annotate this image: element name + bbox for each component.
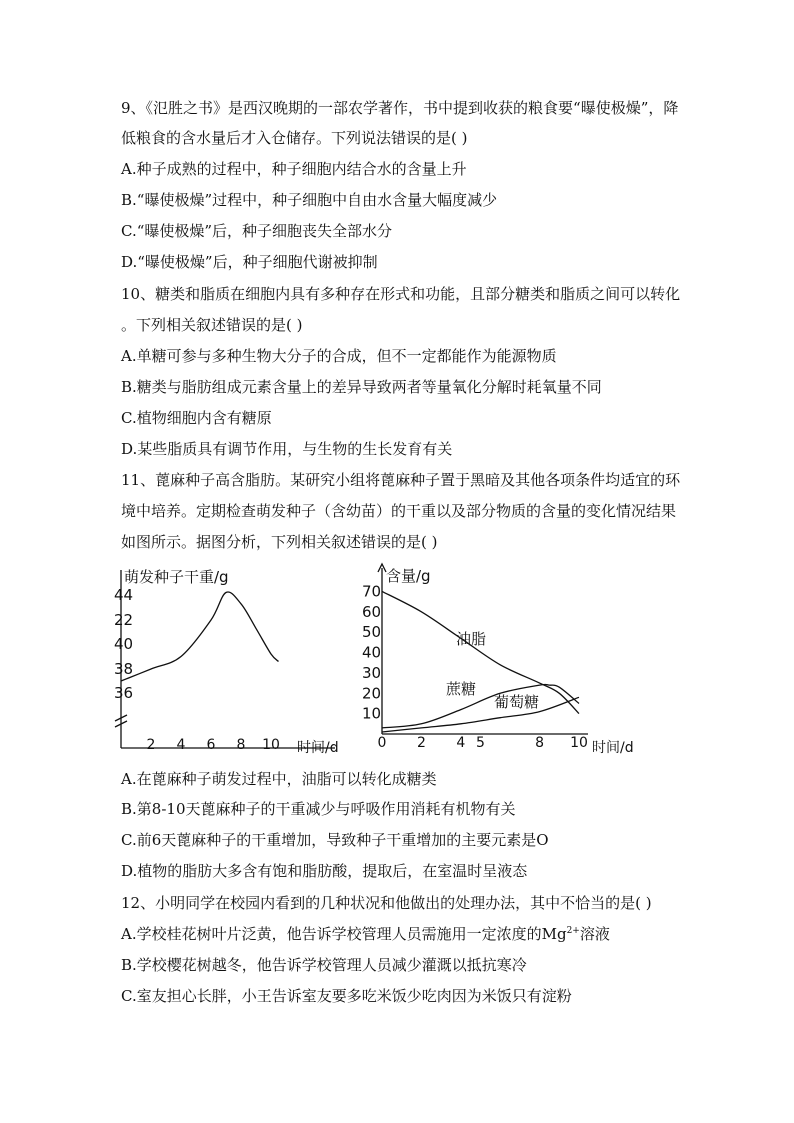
chart1-y-tick-44: 44 bbox=[114, 586, 134, 604]
q9-option-b: B.“曝使极燥”过程中，种子细胞中自由水含量大幅度减少 bbox=[121, 191, 498, 209]
q10-stem-line2: 。下列相关叙述错误的是( ) bbox=[121, 316, 303, 334]
q12-option-b: B.学校樱花树越冬，他告诉学校管理人员减少灌溉以抵抗寒冷 bbox=[121, 956, 527, 974]
chart2-x-tick-4: 4 bbox=[456, 735, 466, 751]
q12-option-a-suffix: 溶液 bbox=[579, 925, 610, 943]
q9-option-c: C.“曝使极燥”后，种子细胞丧失全部水分 bbox=[121, 222, 393, 240]
chart1-y-tick-38: 38 bbox=[114, 660, 134, 678]
q12-option-a-charge: 2+ bbox=[566, 926, 580, 936]
dry-weight-chart bbox=[110, 560, 360, 760]
q11-option-b: B.第8-10天蓖麻种子的干重减少与呼吸作用消耗有机物有关 bbox=[121, 800, 516, 818]
chart1-x-tick-6: 6 bbox=[206, 737, 216, 753]
q11-option-c: C.前6天蓖麻种子的干重增加，导致种子干重增加的主要元素是O bbox=[121, 831, 549, 849]
chart2-y-tick-10: 10 bbox=[362, 704, 382, 723]
chart2-x-tick-0: 0 bbox=[377, 735, 387, 751]
chart2-series-label-sucrose: 蔗糖 bbox=[446, 680, 477, 698]
q10-option-a: A.单糖可参与多种生物大分子的合成，但不一定都能作为能源物质 bbox=[121, 347, 557, 365]
q11-option-a: A.在蓖麻种子萌发过程中，油脂可以转化成糖类 bbox=[121, 770, 437, 788]
q9-option-a: A.种子成熟的过程中，种子细胞内结合水的含量上升 bbox=[121, 160, 467, 178]
chart1-y-tick-22: 22 bbox=[114, 611, 134, 629]
chart2-x-tick-10: 10 bbox=[570, 735, 588, 751]
q12-option-c: C.室友担心长胖，小王告诉室友要多吃米饭少吃肉因为米饭只有淀粉 bbox=[121, 987, 572, 1005]
q11-stem-line3: 如图所示。据图分析，下列相关叙述错误的是( ) bbox=[121, 533, 438, 551]
q10-option-d: D.某些脂质具有调节作用，与生物的生长发育有关 bbox=[121, 440, 453, 458]
q9-stem-line1: 9、《氾胜之书》是西汉晚期的一部农学著作，书中提到收获的粮食要“曝使极燥”，降 bbox=[121, 99, 679, 117]
chart2-y-tick-20: 20 bbox=[362, 684, 382, 703]
chart1-x-tick-8: 8 bbox=[236, 737, 246, 753]
chart2-series-label-oil: 油脂 bbox=[456, 630, 487, 648]
chart1-series-line-0 bbox=[121, 592, 279, 681]
chart1-x-tick-10: 10 bbox=[262, 737, 280, 753]
chart2-series-label-glucose: 葡萄糖 bbox=[494, 693, 540, 711]
chart1-y-label: 萌发种子干重/g bbox=[124, 568, 229, 586]
chart2-y-tick-30: 30 bbox=[362, 663, 382, 682]
q12-stem: 12、小明同学在校园内看到的几种状况和他做出的处理办法，其中不恰当的是( ) bbox=[121, 894, 652, 912]
chart2-series-line-油脂 bbox=[382, 591, 579, 713]
chart2-x-tick-2: 2 bbox=[416, 735, 426, 751]
chart2-x-label: 时间/d bbox=[592, 740, 634, 756]
chart1-y-tick-40: 40 bbox=[114, 635, 134, 653]
chart2-y-tick-40: 40 bbox=[362, 643, 382, 662]
chart2-x-tick-8: 8 bbox=[535, 735, 545, 751]
chart2-y-label: 含量/g bbox=[386, 567, 431, 585]
q10-stem-line1: 10、糖类和脂质在细胞内具有多种存在形式和功能，且部分糖类和脂质之间可以转化 bbox=[121, 285, 681, 303]
q11-stem-line2: 境中培养。定期检查萌发种子（含幼苗）的干重以及部分物质的含量的变化情况结果 bbox=[121, 502, 677, 520]
q12-option-a bbox=[121, 924, 610, 944]
q9-option-d: D.“曝使极燥”后，种子细胞代谢被抑制 bbox=[121, 253, 378, 271]
chart2-series-line-葡萄糖 bbox=[382, 697, 579, 732]
chart2-y-tick-60: 60 bbox=[362, 602, 382, 621]
q10-option-c: C.植物细胞内含有糖原 bbox=[121, 409, 272, 427]
chart1-y-tick-36: 36 bbox=[114, 684, 134, 702]
chart2-y-tick-70: 70 bbox=[362, 582, 382, 601]
q11-option-d: D.植物的脂肪大多含有饱和脂肪酸，提取后，在室温时呈液态 bbox=[121, 862, 528, 880]
q11-stem-line1: 11、蓖麻种子高含脂肪。某研究小组将蓖麻种子置于黑暗及其他各项条件均适宜的环 bbox=[121, 471, 681, 489]
chart2-y-tick-50: 50 bbox=[362, 623, 382, 642]
chart1-x-label: 时间/d bbox=[297, 740, 339, 756]
content-chart bbox=[360, 560, 660, 760]
chart1-x-tick-2: 2 bbox=[146, 737, 156, 753]
q9-stem-line2: 低粮食的含水量后才入仓储存。下列说法错误的是( ) bbox=[121, 129, 468, 147]
chart2-x-tick-5: 5 bbox=[476, 735, 485, 751]
q12-option-a-text: A.学校桂花树叶片泛黄，他告诉学校管理人员需施用一定浓度的Mg bbox=[121, 925, 567, 943]
q10-option-b: B.糖类与脂肪组成元素含量上的差异导致两者等量氧化分解时耗氧量不同 bbox=[121, 378, 602, 396]
chart1-x-tick-4: 4 bbox=[176, 737, 186, 753]
